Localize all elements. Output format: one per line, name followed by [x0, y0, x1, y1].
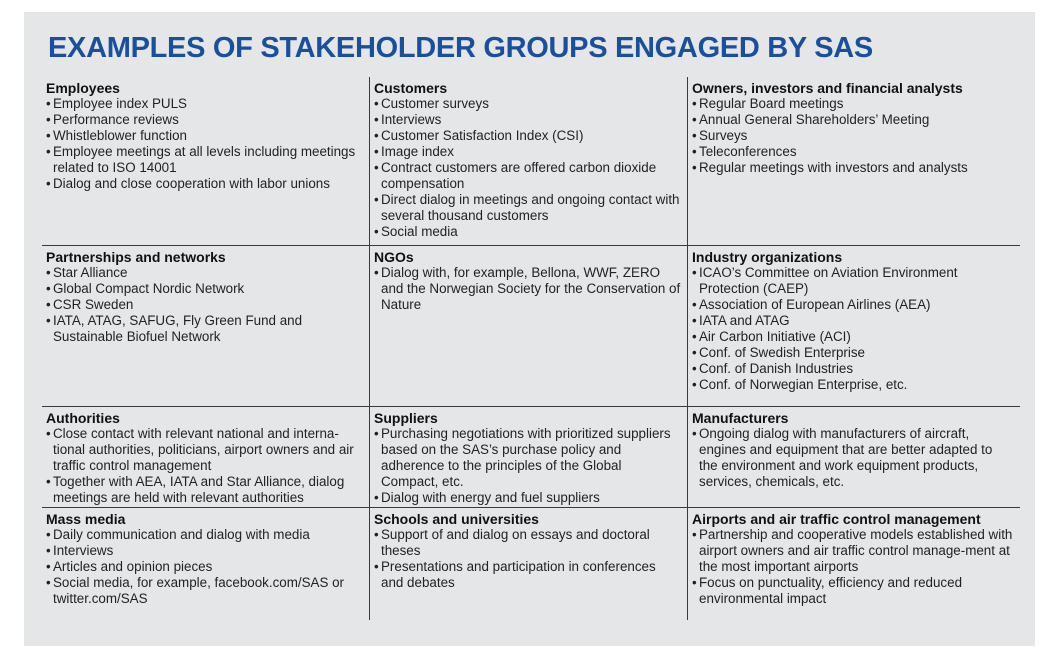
group-item: • Daily communication and dialog with media [46, 527, 363, 543]
group-item: • Conf. of Norwegian Enterprise, etc. [692, 377, 1014, 393]
group-item: • Dialog with energy and fuel suppliers [374, 490, 681, 506]
group-heading: Industry organizations [692, 249, 843, 265]
stakeholder-group [42, 77, 370, 246]
group-item: • Performance reviews [46, 112, 363, 128]
group-item: • IATA, ATAG, SAFUG, Fly Green Fund and Sustainable Biofuel Network [46, 313, 363, 345]
group-item: • Customer surveys [374, 96, 681, 112]
group-item-list [692, 527, 1014, 607]
stakeholder-group [688, 77, 1020, 246]
group-item-list [374, 426, 681, 506]
group-item: • Employee meetings at all levels including meetings related to ISO 14001 [46, 144, 363, 176]
group-item: • Whistleblower function [46, 128, 363, 144]
group-heading: Partnerships and networks [46, 249, 226, 265]
group-item: • Support of and dialog on essays and doctoral theses [374, 527, 681, 559]
stakeholder-group [370, 407, 688, 508]
stakeholder-group [42, 246, 370, 407]
group-item: • Interviews [46, 543, 363, 559]
group-item-list [692, 265, 1014, 393]
group-item-list [46, 426, 363, 506]
group-item: • Purchasing negotiations with prioritized suppliers based on the SAS’s purchase policy and adherence to the principles of the Global Compact, etc. [374, 426, 681, 490]
group-item: • Conf. of Swedish Enterprise [692, 345, 1014, 361]
group-item: • ICAO’s Committee on Aviation Environment Protection (CAEP) [692, 265, 1014, 297]
group-item: • Contract customers are offered carbon dioxide compensation [374, 160, 681, 192]
group-item: • Interviews [374, 112, 681, 128]
group-item: • Direct dialog in meetings and ongoing contact with several thousand customers [374, 192, 681, 224]
group-heading: Airports and air traffic control management [692, 511, 981, 527]
group-item: • Articles and opinion pieces [46, 559, 363, 575]
group-heading: Manufacturers [692, 410, 789, 426]
stakeholder-group [688, 407, 1020, 508]
group-item: • CSR Sweden [46, 297, 363, 313]
group-item: • IATA and ATAG [692, 313, 1014, 329]
stakeholder-group [688, 246, 1020, 407]
group-item: • Star Alliance [46, 265, 363, 281]
group-item: • Image index [374, 144, 681, 160]
group-item: • Social media, for example, facebook.com/SAS or twitter.com/SAS [46, 575, 363, 607]
group-item-list [374, 265, 681, 313]
group-heading: Suppliers [374, 410, 438, 426]
group-item: • Partnership and cooperative models established with airport owners and air traffic control manage-ment at the most important airports [692, 527, 1014, 575]
group-item: • Together with AEA, IATA and Star Alliance, dialog meetings are held with relevant authorities [46, 474, 363, 506]
group-item: • Teleconferences [692, 144, 1014, 160]
stakeholder-group [370, 246, 688, 407]
group-item: • Surveys [692, 128, 1014, 144]
stakeholder-group [370, 77, 688, 246]
group-item: • Dialog and close cooperation with labor unions [46, 176, 363, 192]
group-item: • Regular meetings with investors and analysts [692, 160, 1014, 176]
group-item: • Focus on punctuality, efficiency and reduced environmental impact [692, 575, 1014, 607]
stakeholder-panel [24, 12, 1035, 646]
group-heading: NGOs [374, 249, 414, 265]
group-item-list [46, 527, 363, 607]
group-item: • Social media [374, 224, 681, 240]
stakeholder-group [42, 508, 370, 620]
group-item: • Dialog with, for example, Bellona, WWF, ZERO and the Norwegian Society for the Conservation of Nature [374, 265, 681, 313]
group-item: • Conf. of Danish Industries [692, 361, 1014, 377]
group-heading: Customers [374, 80, 448, 96]
group-item-list [692, 426, 1014, 490]
group-item-list [374, 527, 681, 591]
group-item-list [46, 265, 363, 345]
group-item-list [46, 96, 363, 192]
group-heading: Employees [46, 80, 120, 96]
group-heading: Authorities [46, 410, 120, 426]
group-item: • Employee index PULS [46, 96, 363, 112]
group-item: • Association of European Airlines (AEA) [692, 297, 1014, 313]
group-item: • Close contact with relevant national and interna-tional authorities, politicians, airport owners and air traffic control management [46, 426, 363, 474]
group-item: • Ongoing dialog with manufacturers of aircraft, engines and equipment that are better adapted to the environment and work equipment products, services, chemicals, etc. [692, 426, 1014, 490]
group-item: • Global Compact Nordic Network [46, 281, 363, 297]
group-item: • Annual General Shareholders’ Meeting [692, 112, 1014, 128]
stakeholder-group [688, 508, 1020, 620]
stakeholder-grid [42, 77, 1020, 620]
stakeholder-group [370, 508, 688, 620]
group-heading: Owners, investors and financial analysts [692, 80, 963, 96]
page-title: EXAMPLES OF STAKEHOLDER GROUPS ENGAGED BY SAS [48, 32, 873, 64]
group-heading: Mass media [46, 511, 126, 527]
group-item: • Customer Satisfaction Index (CSI) [374, 128, 681, 144]
group-item-list [374, 96, 681, 240]
group-item-list [692, 96, 1014, 176]
group-item: • Regular Board meetings [692, 96, 1014, 112]
group-item: • Air Carbon Initiative (ACI) [692, 329, 1014, 345]
group-item: • Presentations and participation in conferences and debates [374, 559, 681, 591]
stakeholder-group [42, 407, 370, 508]
group-heading: Schools and universities [374, 511, 539, 527]
